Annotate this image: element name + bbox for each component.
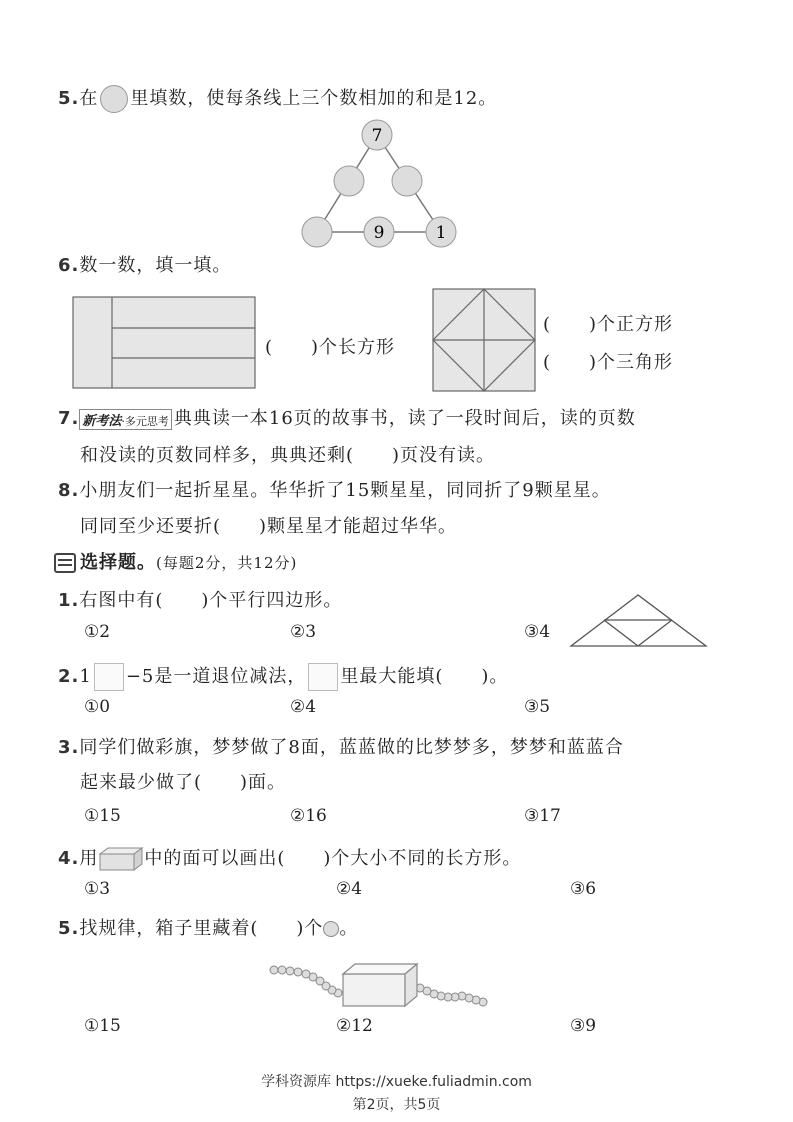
option: ②3 xyxy=(290,622,317,642)
option: ①0 xyxy=(84,697,111,717)
node-bottom-left-empty xyxy=(302,217,332,247)
question-number: 5. xyxy=(58,88,80,109)
triangle-count-label: ( )个三角形 xyxy=(543,352,674,373)
node-top-value: 7 xyxy=(371,126,383,146)
question-7-line2: 和没读的页数同样多，典典还剩( )页没有读。 xyxy=(80,445,496,466)
option: ③4 xyxy=(524,622,551,642)
question-number: 3. xyxy=(58,737,80,758)
question-number: 5. xyxy=(58,918,80,939)
node-right-empty xyxy=(392,166,422,196)
option: ②12 xyxy=(336,1016,373,1036)
option: ③17 xyxy=(524,806,561,826)
blank-box-icon xyxy=(308,663,338,691)
option: ②16 xyxy=(290,806,327,826)
square-figure xyxy=(432,288,536,392)
rectangle-count-label: ( )个长方形 xyxy=(265,337,396,358)
new-method-tag: 新考法·多元思考 xyxy=(79,409,172,430)
bead xyxy=(302,970,310,978)
option: ③6 xyxy=(570,879,597,899)
question-6: 6.数一数，填一填。 xyxy=(58,255,232,276)
choice-3: 3.同学们做彩旗，梦梦做了8面，蓝蓝做的比梦梦多，梦梦和蓝蓝合 xyxy=(58,737,624,758)
question-8-line2: 同同至少还要折( )颗星星才能超过华华。 xyxy=(80,516,458,537)
cuboid-icon xyxy=(98,846,144,872)
rectangle-figure xyxy=(72,296,257,389)
question-number: 6. xyxy=(58,255,80,276)
option: ①15 xyxy=(84,806,121,826)
question-number: 1. xyxy=(58,590,80,611)
square-count-label: ( )个正方形 xyxy=(543,314,674,335)
choice-3-line2: 起来最少做了( )面。 xyxy=(80,772,287,793)
question-number: 2. xyxy=(58,666,80,687)
choice-5: 5.找规律，箱子里藏着( )个 。 xyxy=(58,918,359,939)
footer-page: 第2页，共5页 xyxy=(352,1097,441,1113)
section-two-icon xyxy=(54,553,76,573)
parallelogram-figure xyxy=(570,594,708,648)
footer-source: 学科资源库 https://xueke.fuliadmin.com xyxy=(261,1074,532,1090)
number-triangle-diagram xyxy=(295,115,470,250)
section-heading: 选择题。(每题2分，共12分) xyxy=(54,548,297,574)
bead xyxy=(286,967,294,975)
bead-string-figure xyxy=(268,960,493,1010)
bead xyxy=(294,968,302,976)
question-7: 7. 新考法·多元思考 典典读一本16页的故事书，读了一段时间后，读的页数 xyxy=(58,408,636,429)
option: ③9 xyxy=(570,1016,597,1036)
bead xyxy=(270,966,278,974)
option: ①15 xyxy=(84,1016,121,1036)
question-8: 8.小朋友们一起折星星。华华折了15颗星星，同同折了9颗星星。 xyxy=(58,480,611,501)
box-front xyxy=(343,974,405,1006)
node-bottom-right-value: 1 xyxy=(435,223,447,243)
option: ②4 xyxy=(336,879,363,899)
choice-4: 4.用 中的面可以画出( )个大小不同的长方形。 xyxy=(58,844,521,872)
question-number: 7. xyxy=(58,408,80,429)
question-number: 4. xyxy=(58,848,80,869)
option: ①2 xyxy=(84,622,111,642)
node-bottom-mid-value: 9 xyxy=(373,223,385,243)
choice-2: 2.1 −5是一道退位减法， 里最大能填( )。 xyxy=(58,662,508,691)
blank-box-icon xyxy=(94,663,124,691)
choice-1: 1.右图中有( )个平行四边形。 xyxy=(58,590,343,611)
option: ②4 xyxy=(290,697,317,717)
question-number: 8. xyxy=(58,480,80,501)
option: ①3 xyxy=(84,879,111,899)
circle-icon xyxy=(100,85,128,113)
option: ③5 xyxy=(524,697,551,717)
bead-icon xyxy=(323,921,339,937)
node-left-empty xyxy=(334,166,364,196)
question-5: 5.在 里填数，使每条线上三个数相加的和是12。 xyxy=(58,84,497,113)
bead xyxy=(278,966,286,974)
